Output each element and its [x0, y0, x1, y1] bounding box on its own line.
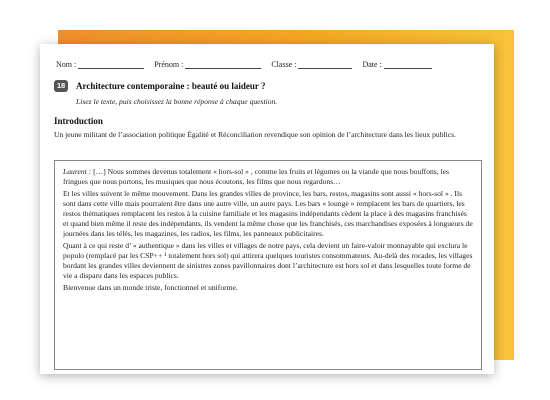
exercise-instruction: Lisez le texte, puis choisissez la bonne réponse à chaque question. [76, 97, 278, 106]
date-label: Date : [362, 60, 382, 69]
nom-blank[interactable] [78, 60, 144, 69]
nom-label: Nom : [56, 60, 77, 69]
prenom-label: Prénom : [154, 60, 184, 69]
exercise-title: Architecture contemporaine : beauté ou laideur ? [76, 81, 266, 91]
worksheet-page [40, 44, 494, 374]
introduction-heading: Introduction [54, 116, 103, 126]
passage-paragraph-1 [63, 167, 473, 187]
introduction-text: Un jeune militant de l’association politique Égalité et Réconciliation revendique son opinion de l’architecture dans les lieux publics. [54, 130, 456, 139]
classe-blank[interactable] [298, 60, 352, 69]
passage-paragraph-1-text: […] Nous sommes devenus totalement « hors-sol » , comme les fruits et légumes ou la viande que nous bouffons, les fringues que nous portons, les musiques que nous écoutons, les films que nous regardons… [63, 167, 449, 186]
passage-paragraph-2: Et les villes suivent le même mouvement. Dans les grandes villes de province, les bars, restos, magasins sont aussi « hors-sol » . Ils sont dans cette ville mais pourraient être dans une autre ville, un autre pays. Les bars « lounge » remplacent les bars de quartiers, les restos thématiques remplacent les restos à la cuisine familiale et les magasins indépendants cèdent la place à des magasins franchisés et quand bien même il reste des indépendants, ils vendent la même chose que les franchisés, ces marchandises exposées à longueurs de journées dans les télés, les magazines, les radios, les films, les panneaux publicitaires. [63, 189, 473, 238]
passage-paragraph-3: Quant à ce qui reste d’ « authentique » dans les villes et villages de notre pays, cela devient un faire-valoir monnayable qui exclura le populo (remplacé par les CSP++ ¹ totalement hors sol) qui attirera quelques touristes consommateurs. Au-delà des rocades, les villages bordant les grandes villes deviennent de sinistres zones pavillonnaires dont l’architecture est hors sol et dans lesquelles toute forme de vie a disparu dans les espaces publics. [63, 241, 473, 280]
passage-paragraph-4: Bienvenue dans un monde triste, fonctionnel et uniforme. [63, 283, 238, 292]
speaker-name: Laurent : [63, 167, 92, 176]
student-info-fields [56, 60, 482, 69]
reading-passage [54, 160, 482, 370]
prenom-blank[interactable] [185, 60, 261, 69]
classe-label: Classe : [271, 60, 297, 69]
date-blank[interactable] [384, 60, 432, 69]
exercise-header [54, 80, 265, 92]
exercise-number-badge: 18 [54, 80, 68, 92]
